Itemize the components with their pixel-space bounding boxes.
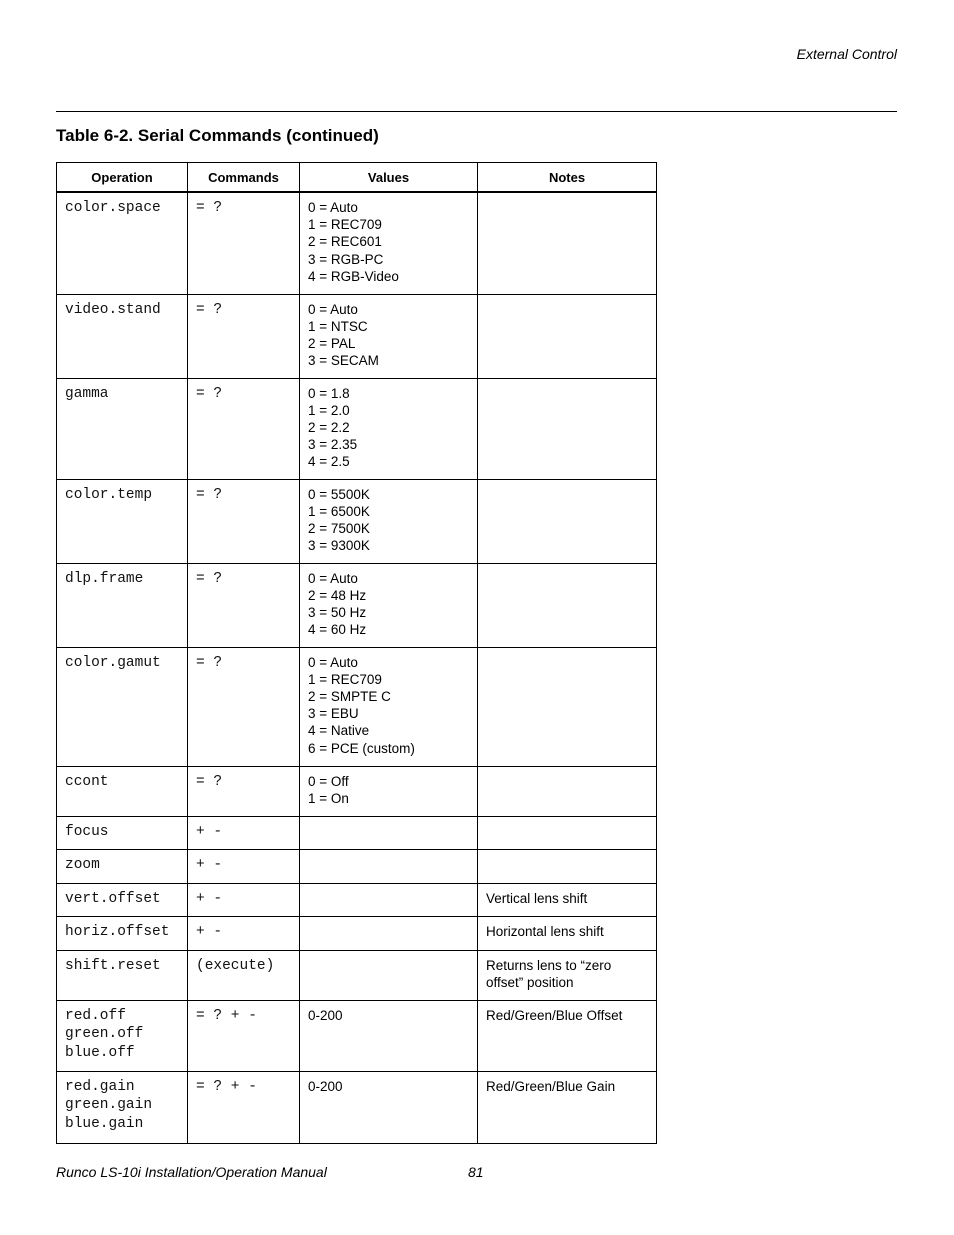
- operation-name: color.temp: [65, 486, 153, 503]
- table-title: Table 6-2. Serial Commands (continued): [56, 126, 379, 145]
- notes-cell: [478, 950, 657, 1000]
- operation-name: red.off: [65, 1007, 126, 1024]
- notes-cell: [478, 850, 657, 884]
- commands-cell: [188, 1071, 300, 1143]
- commands-cell: [188, 647, 300, 766]
- table-row: [57, 1000, 657, 1071]
- table-row: [57, 294, 657, 378]
- operation-name: video.stand: [65, 301, 161, 318]
- value-option: 4 = 2.5: [308, 454, 350, 470]
- value-option: 3 = EBU: [308, 706, 359, 722]
- values-cell: [300, 883, 478, 917]
- command-syntax: + -: [196, 890, 223, 907]
- running-header: External Control: [796, 46, 897, 62]
- value-option: 0 = 1.8: [308, 385, 350, 401]
- commands-cell: [188, 192, 300, 294]
- value-option: 1 = 2.0: [308, 402, 350, 418]
- value-option: 1 = REC709: [308, 671, 382, 687]
- table-body: [57, 192, 657, 1143]
- command-syntax: = ?: [196, 486, 223, 503]
- operation-name: color.space: [65, 200, 161, 216]
- operation-cell: [57, 294, 188, 378]
- operation-name: color.gamut: [65, 654, 161, 671]
- value-option: 0 = Auto: [308, 200, 358, 215]
- operation-name: red.gain: [65, 1078, 135, 1095]
- value-option: 3 = RGB-PC: [308, 251, 384, 267]
- value-option: 2 = REC601: [308, 234, 382, 250]
- operation-cell: [57, 563, 188, 647]
- command-syntax: + -: [196, 857, 223, 874]
- operation-cell: [57, 647, 188, 766]
- operation-name: dlp.frame: [65, 570, 144, 587]
- notes-cell: [478, 883, 657, 917]
- notes-cell: [478, 1071, 657, 1143]
- value-option: 4 = RGB-Video: [308, 268, 399, 284]
- table-row: [57, 378, 657, 479]
- value-option: 1 = 6500K: [308, 503, 370, 519]
- commands-cell: [188, 294, 300, 378]
- value-option: 6 = PCE (custom): [308, 740, 415, 756]
- value-option: 4 = Native: [308, 723, 370, 739]
- operation-name: green.gain: [65, 1097, 153, 1114]
- table-row: [57, 1071, 657, 1143]
- operation-name: shift.reset: [65, 957, 161, 974]
- commands-cell: [188, 378, 300, 479]
- value-option: 2 = 48 Hz: [308, 587, 367, 603]
- table-row: [57, 766, 657, 816]
- operation-cell: [57, 1071, 188, 1143]
- command-syntax: = ?: [196, 570, 223, 587]
- note-text: Vertical lens shift: [486, 890, 588, 906]
- header-rule: [56, 111, 897, 112]
- values-cell: [300, 917, 478, 951]
- table-row: [57, 950, 657, 1000]
- command-syntax: = ?: [196, 200, 223, 216]
- value-option: 3 = 50 Hz: [308, 604, 367, 620]
- command-syntax: = ? + -: [196, 1078, 257, 1095]
- operation-cell: [57, 479, 188, 563]
- notes-cell: [478, 378, 657, 479]
- value-option: 0 = 5500K: [308, 486, 370, 502]
- value-option: 0 = Off: [308, 773, 349, 789]
- operation-cell: [57, 917, 188, 951]
- value-option: 0 = Auto: [308, 570, 358, 586]
- commands-cell: [188, 883, 300, 917]
- value-option: 1 = NTSC: [308, 318, 368, 334]
- table-row: [57, 917, 657, 951]
- value-option: 2 = 7500K: [308, 520, 370, 536]
- operation-cell: [57, 378, 188, 479]
- operation-name: ccont: [65, 773, 109, 790]
- values-cell: [300, 563, 478, 647]
- operation-cell: [57, 950, 188, 1000]
- operation-cell: [57, 850, 188, 884]
- table-row: [57, 192, 657, 294]
- table-row: [57, 850, 657, 884]
- operation-name: blue.off: [65, 1044, 135, 1061]
- notes-cell: [478, 1000, 657, 1071]
- operation-name: focus: [65, 823, 109, 840]
- operation-cell: [57, 816, 188, 850]
- commands-cell: [188, 766, 300, 816]
- value-option: 0-200: [308, 1007, 343, 1023]
- note-text: Horizontal lens shift: [486, 924, 604, 940]
- column-header-notes: Notes: [478, 163, 657, 193]
- value-option: 0 = Auto: [308, 301, 358, 317]
- value-option: 1 = On: [308, 790, 349, 806]
- commands-cell: [188, 563, 300, 647]
- value-option: 1 = REC709: [308, 217, 382, 233]
- command-syntax: (execute): [196, 957, 275, 974]
- table-row: [57, 647, 657, 766]
- notes-cell: [478, 563, 657, 647]
- table-row: [57, 563, 657, 647]
- value-option: 2 = 2.2: [308, 419, 350, 435]
- operation-cell: [57, 883, 188, 917]
- column-header-commands: Commands: [188, 163, 300, 193]
- commands-cell: [188, 816, 300, 850]
- value-option: 3 = SECAM: [308, 353, 379, 369]
- value-option: 0 = Auto: [308, 654, 358, 670]
- notes-cell: [478, 766, 657, 816]
- value-option: 0-200: [308, 1078, 343, 1094]
- operation-name: green.off: [65, 1026, 144, 1043]
- serial-commands-table: [56, 162, 657, 1144]
- operation-name: zoom: [65, 857, 100, 874]
- values-cell: [300, 294, 478, 378]
- values-cell: [300, 647, 478, 766]
- values-cell: [300, 816, 478, 850]
- table-row: [57, 883, 657, 917]
- note-text: Returns lens to “zero offset” position: [486, 957, 612, 990]
- command-syntax: = ? + -: [196, 1007, 257, 1024]
- command-syntax: + -: [196, 823, 223, 840]
- value-option: 3 = 2.35: [308, 437, 358, 453]
- footer-manual-title: Runco LS-10i Installation/Operation Manual: [56, 1164, 327, 1180]
- command-syntax: = ?: [196, 654, 223, 671]
- commands-cell: [188, 1000, 300, 1071]
- value-option: 2 = PAL: [308, 335, 356, 351]
- note-text: Red/Green/Blue Offset: [486, 1007, 623, 1023]
- values-cell: [300, 850, 478, 884]
- operation-name: gamma: [65, 385, 109, 402]
- operation-name: horiz.offset: [65, 924, 170, 941]
- notes-cell: [478, 192, 657, 294]
- notes-cell: [478, 816, 657, 850]
- values-cell: [300, 192, 478, 294]
- values-cell: [300, 950, 478, 1000]
- column-header-values: Values: [300, 163, 478, 193]
- table-row: [57, 816, 657, 850]
- operation-name: blue.gain: [65, 1115, 144, 1132]
- value-option: 2 = SMPTE C: [308, 688, 391, 704]
- operation-cell: [57, 192, 188, 294]
- command-syntax: = ?: [196, 385, 223, 402]
- notes-cell: [478, 647, 657, 766]
- values-cell: [300, 378, 478, 479]
- page-number: 81: [468, 1164, 484, 1180]
- note-text: Red/Green/Blue Gain: [486, 1078, 616, 1094]
- values-cell: [300, 479, 478, 563]
- table-row: [57, 479, 657, 563]
- commands-cell: [188, 917, 300, 951]
- values-cell: [300, 1071, 478, 1143]
- notes-cell: [478, 294, 657, 378]
- command-syntax: = ?: [196, 773, 223, 790]
- values-cell: [300, 766, 478, 816]
- operation-cell: [57, 766, 188, 816]
- table-header-row: [57, 163, 657, 193]
- values-cell: [300, 1000, 478, 1071]
- operation-cell: [57, 1000, 188, 1071]
- column-header-operation: Operation: [57, 163, 188, 193]
- commands-cell: [188, 850, 300, 884]
- command-syntax: + -: [196, 924, 223, 941]
- command-syntax: = ?: [196, 301, 223, 318]
- commands-cell: [188, 950, 300, 1000]
- value-option: 4 = 60 Hz: [308, 622, 367, 638]
- value-option: 3 = 9300K: [308, 538, 370, 554]
- notes-cell: [478, 917, 657, 951]
- commands-cell: [188, 479, 300, 563]
- operation-name: vert.offset: [65, 890, 161, 907]
- notes-cell: [478, 479, 657, 563]
